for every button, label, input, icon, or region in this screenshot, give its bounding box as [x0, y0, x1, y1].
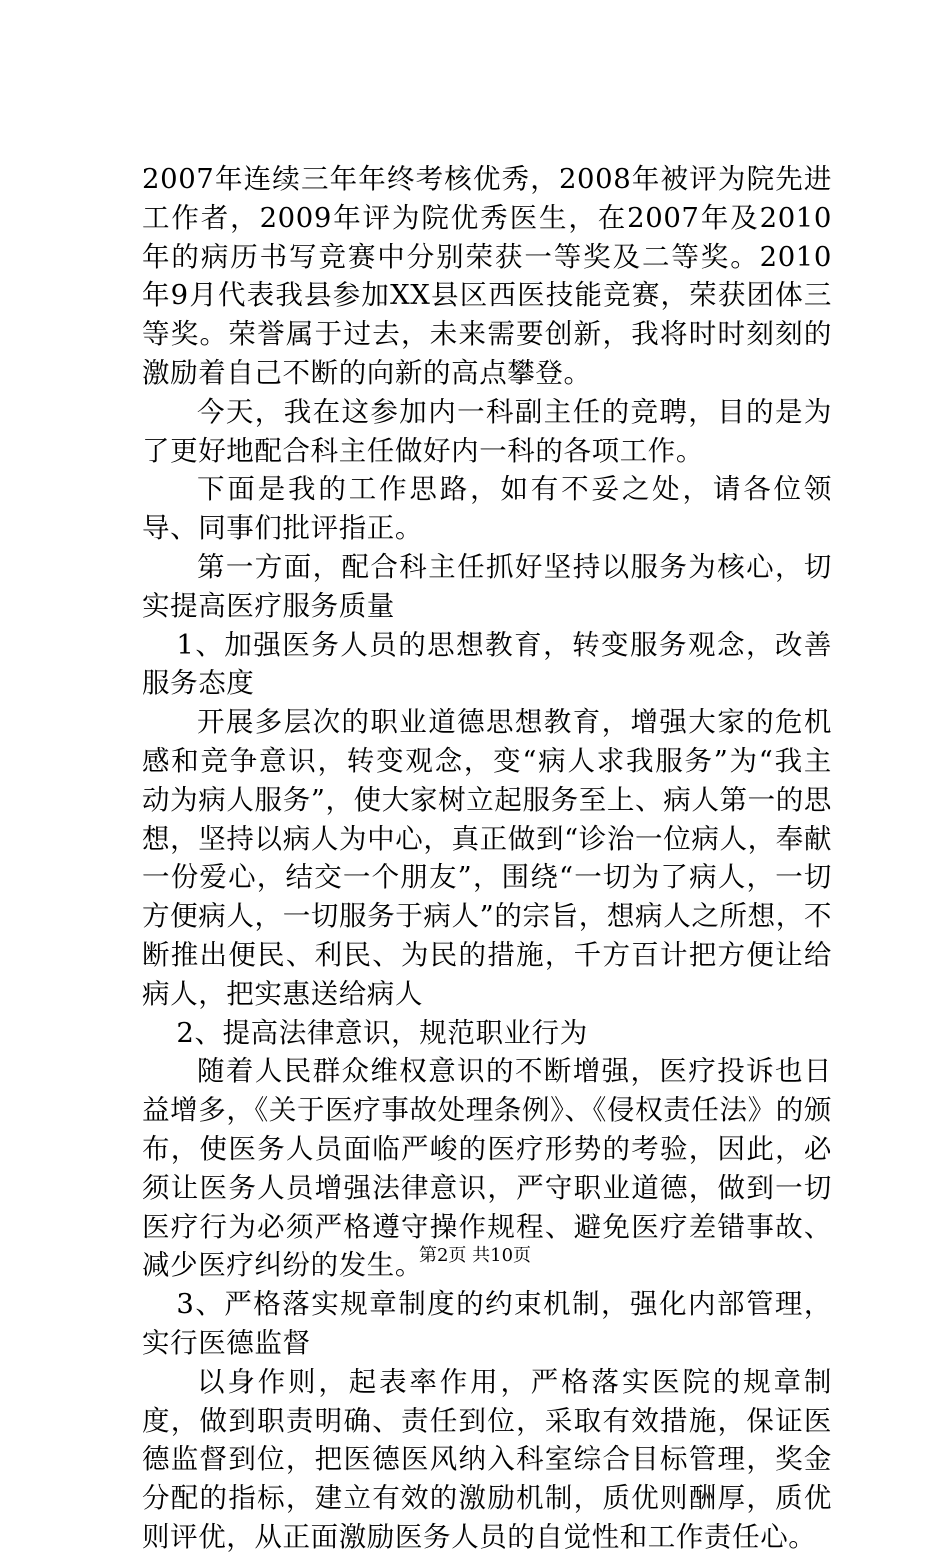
paragraph-6: 以身作则，起表率作用，严格落实医院的规章制度，做到职责明确、责任到位，采取有效措施，保证医德监督到位，把医德医风纳入科室综合目标管理，奖金分配的指标，建立有效的激励机制，质优则酬厚，质优则评优，从正面激励医务人员的自觉性和工作责任心。: [142, 1365, 832, 1553]
subheading-3: 3、严格落实规章制度的约束机制，强化内部管理，实行医德监督: [142, 1288, 832, 1359]
paragraph-3: 下面是我的工作思路，如有不妥之处，请各位领导、同事们批评指正。: [142, 473, 832, 545]
paragraph-5: 随着人民群众维权意识的不断增强，医疗投诉也日益增多，《关于医疗事故处理条例》、《侵权责任法》的颁布，使医务人员面临严峻的医疗形势的考验，因此，必须让医务人员增强法律意识，严守职业道德，做到一切医疗行为必须严格遵守操作规程、避免医疗差错事故、减少医疗纠纷的发生。: [142, 1055, 832, 1282]
subheading-2: 2、提高法律意识，规范职业行为: [176, 1016, 588, 1049]
subheading-1: 1、加强医务人员的思想教育，转变服务观念，改善服务态度: [142, 628, 832, 700]
page-number-label: 第2页 共10页: [418, 1245, 532, 1266]
document-body: [142, 160, 832, 1557]
paragraph-2: 今天，我在这参加内一科副主任的竞聘，目的是为了更好地配合科主任做好内一科的各项工作。: [142, 395, 832, 467]
paragraph-4: 开展多层次的职业道德思想教育，增强大家的危机感和竞争意识，转变观念，变“病人求我服务”为“我主动为病人服务”，使大家树立起服务至上、病人第一的思想，坚持以病人为中心，真正做到“诊治一位病人，奉献一份爱心，结交一个朋友”，围绕“一切为了病人，一切方便病人，一切服务于病人”的宗旨，想病人之所想，不断推出便民、利民、为民的措施，千方百计把方便让给病人，把实惠送给病人: [142, 706, 832, 1010]
section-heading-1: 第一方面，配合科主任抓好坚持以服务为核心，切实提高医疗服务质量: [142, 550, 832, 622]
page-footer: [0, 1244, 950, 1268]
paragraph-1: 2007年连续三年年终考核优秀，2008年被评为院先进工作者，2009年评为院优秀医生，在2007年及2010年的病历书写竞赛中分别荣获一等奖及二等奖。2010年9月代表我县参加XX县区西医技能竞赛，荣获团体三等奖。荣誉属于过去，未来需要创新，我将时时刻刻的激励着自己不断的向新的高点攀登。: [142, 163, 832, 389]
